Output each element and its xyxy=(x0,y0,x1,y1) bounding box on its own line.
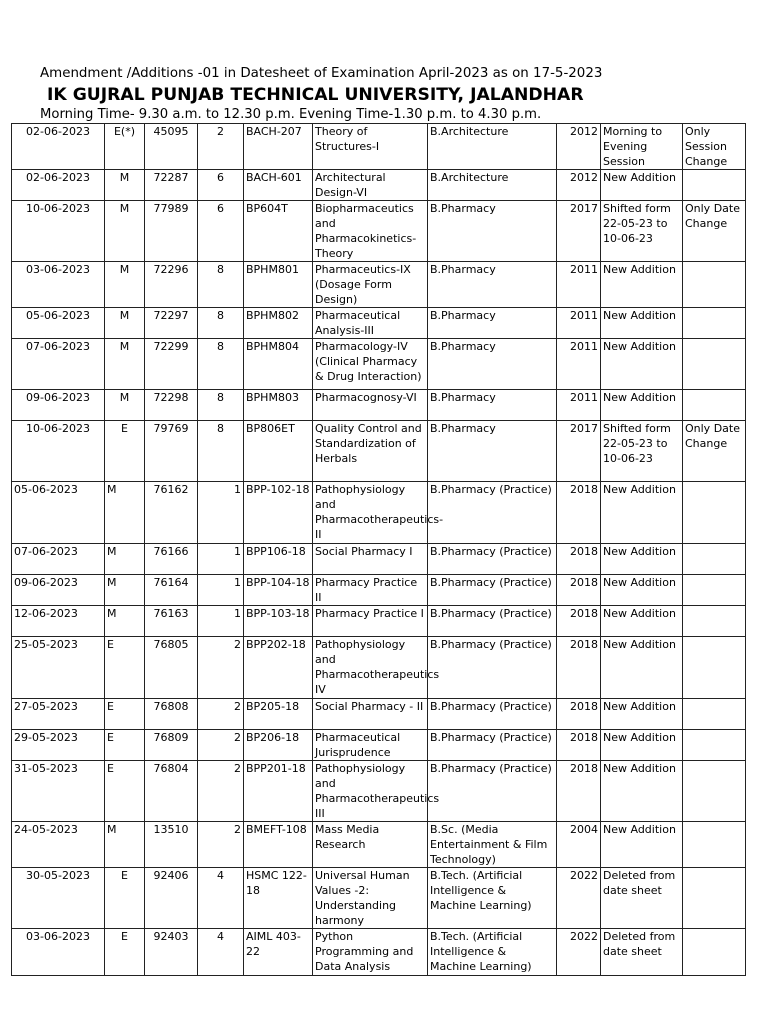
semester-cell: 2 xyxy=(198,124,244,170)
subject-name-cell: Pharmaceutical Jurisprudence xyxy=(313,730,428,761)
paper-id-cell: 79769 xyxy=(145,421,198,482)
status-cell: Morning to Evening Session xyxy=(601,124,683,170)
status-cell: New Addition xyxy=(601,482,683,544)
semester-cell: 4 xyxy=(198,929,244,976)
session-cell: E xyxy=(105,699,145,730)
remarks-cell xyxy=(683,339,746,390)
subject-name-cell: Quality Control and Standardization of Herbals xyxy=(313,421,428,482)
status-cell: New Addition xyxy=(601,308,683,339)
course-cell: B.Pharmacy (Practice) xyxy=(428,699,557,730)
session-cell: E xyxy=(105,730,145,761)
table-row xyxy=(12,637,746,699)
paper-id-cell: 72299 xyxy=(145,339,198,390)
table-row xyxy=(12,544,746,575)
subject-name-cell: Social Pharmacy - II xyxy=(313,699,428,730)
session-cell: M xyxy=(105,308,145,339)
paper-id-cell: 77989 xyxy=(145,201,198,262)
session-cell: E xyxy=(105,421,145,482)
table-row xyxy=(12,339,746,390)
batch-cell: 2018 xyxy=(557,606,601,637)
subject-name-cell: Pharmaceutical Analysis-III xyxy=(313,308,428,339)
date-cell: 09-06-2023 xyxy=(12,575,105,606)
batch-cell: 2017 xyxy=(557,201,601,262)
semester-cell: 1 xyxy=(198,482,244,544)
batch-cell: 2018 xyxy=(557,544,601,575)
subject-code-cell: BPP-104-18 xyxy=(244,575,313,606)
table-row xyxy=(12,699,746,730)
table-row xyxy=(12,575,746,606)
date-cell: 09-06-2023 xyxy=(12,390,105,421)
remarks-cell xyxy=(683,262,746,308)
session-cell: E xyxy=(105,761,145,822)
paper-id-cell: 92406 xyxy=(145,868,198,929)
subject-code-cell: BP604T xyxy=(244,201,313,262)
status-cell: Deleted from date sheet xyxy=(601,868,683,929)
subject-code-cell: BPP-102-18 xyxy=(244,482,313,544)
session-cell: M xyxy=(105,390,145,421)
subject-name-cell: Mass Media Research xyxy=(313,822,428,868)
course-cell: B.Pharmacy (Practice) xyxy=(428,482,557,544)
session-cell: M xyxy=(105,339,145,390)
paper-id-cell: 72296 xyxy=(145,262,198,308)
date-cell: 03-06-2023 xyxy=(12,262,105,308)
subject-code-cell: BPP-103-18 xyxy=(244,606,313,637)
semester-cell: 2 xyxy=(198,822,244,868)
paper-id-cell: 72297 xyxy=(145,308,198,339)
status-cell: New Addition xyxy=(601,575,683,606)
semester-cell: 4 xyxy=(198,868,244,929)
amendment-title: Amendment /Additions -01 in Datesheet of Examination April-2023 as on 17-5-2023 xyxy=(40,66,603,81)
remarks-cell xyxy=(683,170,746,201)
table-row xyxy=(12,170,746,201)
course-cell: B.Pharmacy (Practice) xyxy=(428,544,557,575)
session-cell: E xyxy=(105,929,145,976)
semester-cell: 8 xyxy=(198,390,244,421)
course-cell: B.Pharmacy xyxy=(428,390,557,421)
course-cell: B.Sc. (Media Entertainment & Film Technology) xyxy=(428,822,557,868)
subject-name-cell: Architectural Design-VI xyxy=(313,170,428,201)
subject-name-cell: Biopharmaceutics and Pharmacokinetics-Theory xyxy=(313,201,428,262)
batch-cell: 2011 xyxy=(557,390,601,421)
course-cell: B.Pharmacy (Practice) xyxy=(428,730,557,761)
status-cell: New Addition xyxy=(601,262,683,308)
batch-cell: 2018 xyxy=(557,482,601,544)
subject-name-cell: Social Pharmacy I xyxy=(313,544,428,575)
date-cell: 07-06-2023 xyxy=(12,544,105,575)
paper-id-cell: 92403 xyxy=(145,929,198,976)
batch-cell: 2011 xyxy=(557,262,601,308)
subject-name-cell: Pharmacognosy-VI xyxy=(313,390,428,421)
paper-id-cell: 76166 xyxy=(145,544,198,575)
status-cell: New Addition xyxy=(601,339,683,390)
session-cell: M xyxy=(105,262,145,308)
subject-code-cell: BPHM802 xyxy=(244,308,313,339)
subject-code-cell: BPHM804 xyxy=(244,339,313,390)
paper-id-cell: 76162 xyxy=(145,482,198,544)
subject-name-cell: Pharmacology-IV (Clinical Pharmacy & Drug Interaction) xyxy=(313,339,428,390)
course-cell: B.Pharmacy (Practice) xyxy=(428,637,557,699)
date-cell: 12-06-2023 xyxy=(12,606,105,637)
course-cell: B.Pharmacy xyxy=(428,262,557,308)
table-row xyxy=(12,482,746,544)
status-cell: New Addition xyxy=(601,699,683,730)
subject-code-cell: BPP106-18 xyxy=(244,544,313,575)
remarks-cell xyxy=(683,929,746,976)
paper-id-cell: 72298 xyxy=(145,390,198,421)
paper-id-cell: 72287 xyxy=(145,170,198,201)
paper-id-cell: 76808 xyxy=(145,699,198,730)
date-cell: 05-06-2023 xyxy=(12,482,105,544)
paper-id-cell: 76805 xyxy=(145,637,198,699)
status-cell: Deleted from date sheet xyxy=(601,929,683,976)
subject-code-cell: BP806ET xyxy=(244,421,313,482)
paper-id-cell: 76809 xyxy=(145,730,198,761)
semester-cell: 8 xyxy=(198,262,244,308)
course-cell: B.Pharmacy (Practice) xyxy=(428,575,557,606)
batch-cell: 2018 xyxy=(557,761,601,822)
status-cell: New Addition xyxy=(601,606,683,637)
university-name: IK GUJRAL PUNJAB TECHNICAL UNIVERSITY, JALANDHAR xyxy=(47,85,584,105)
table-row xyxy=(12,421,746,482)
batch-cell: 2011 xyxy=(557,339,601,390)
paper-id-cell: 76163 xyxy=(145,606,198,637)
semester-cell: 2 xyxy=(198,730,244,761)
batch-cell: 2011 xyxy=(557,308,601,339)
session-cell: E xyxy=(105,637,145,699)
remarks-cell xyxy=(683,482,746,544)
datesheet-table xyxy=(11,123,746,976)
semester-cell: 6 xyxy=(198,201,244,262)
table-row xyxy=(12,822,746,868)
batch-cell: 2018 xyxy=(557,637,601,699)
date-cell: 03-06-2023 xyxy=(12,929,105,976)
paper-id-cell: 76804 xyxy=(145,761,198,822)
status-cell: New Addition xyxy=(601,544,683,575)
date-cell: 31-05-2023 xyxy=(12,761,105,822)
date-cell: 05-06-2023 xyxy=(12,308,105,339)
date-cell: 25-05-2023 xyxy=(12,637,105,699)
subject-name-cell: Python Programming and Data Analysis xyxy=(313,929,428,976)
subject-code-cell: BPHM801 xyxy=(244,262,313,308)
course-cell: B.Architecture xyxy=(428,170,557,201)
subject-name-cell: Pharmacy Practice I xyxy=(313,606,428,637)
table-row xyxy=(12,262,746,308)
paper-id-cell: 13510 xyxy=(145,822,198,868)
remarks-cell xyxy=(683,730,746,761)
session-cell: M xyxy=(105,544,145,575)
session-cell: M xyxy=(105,482,145,544)
remarks-cell xyxy=(683,606,746,637)
batch-cell: 2004 xyxy=(557,822,601,868)
course-cell: B.Pharmacy xyxy=(428,201,557,262)
subject-code-cell: BPP201-18 xyxy=(244,761,313,822)
exam-timings: Morning Time- 9.30 a.m. to 12.30 p.m. Evening Time-1.30 p.m. to 4.30 p.m. xyxy=(40,107,542,122)
course-cell: B.Tech. (Artificial Intelligence & Machine Learning) xyxy=(428,868,557,929)
table-row xyxy=(12,124,746,170)
batch-cell: 2012 xyxy=(557,170,601,201)
subject-name-cell: Pharmaceutics-IX (Dosage Form Design) xyxy=(313,262,428,308)
batch-cell: 2022 xyxy=(557,868,601,929)
status-cell: Shifted form 22-05-23 to 10-06-23 xyxy=(601,421,683,482)
subject-name-cell: Universal Human Values -2: Understanding harmony xyxy=(313,868,428,929)
course-cell: B.Pharmacy (Practice) xyxy=(428,761,557,822)
status-cell: New Addition xyxy=(601,730,683,761)
remarks-cell xyxy=(683,637,746,699)
subject-code-cell: BPP202-18 xyxy=(244,637,313,699)
subject-code-cell: BACH-601 xyxy=(244,170,313,201)
status-cell: New Addition xyxy=(601,390,683,421)
status-cell: New Addition xyxy=(601,761,683,822)
subject-code-cell: BPHM803 xyxy=(244,390,313,421)
table-row xyxy=(12,761,746,822)
remarks-cell xyxy=(683,308,746,339)
table-row xyxy=(12,390,746,421)
semester-cell: 1 xyxy=(198,575,244,606)
course-cell: B.Pharmacy xyxy=(428,308,557,339)
table-row xyxy=(12,201,746,262)
subject-code-cell: BMEFT-108 xyxy=(244,822,313,868)
batch-cell: 2018 xyxy=(557,699,601,730)
date-cell: 02-06-2023 xyxy=(12,170,105,201)
subject-name-cell: Pathophysiology and Pharmacotherapeutics IV xyxy=(313,637,428,699)
paper-id-cell: 76164 xyxy=(145,575,198,606)
course-cell: B.Pharmacy xyxy=(428,339,557,390)
batch-cell: 2017 xyxy=(557,421,601,482)
semester-cell: 8 xyxy=(198,308,244,339)
batch-cell: 2012 xyxy=(557,124,601,170)
remarks-cell: Only Date Change xyxy=(683,421,746,482)
batch-cell: 2018 xyxy=(557,730,601,761)
semester-cell: 2 xyxy=(198,637,244,699)
subject-code-cell: BP206-18 xyxy=(244,730,313,761)
course-cell: B.Pharmacy xyxy=(428,421,557,482)
course-cell: B.Pharmacy (Practice) xyxy=(428,606,557,637)
remarks-cell xyxy=(683,699,746,730)
subject-name-cell: Pharmacy Practice II xyxy=(313,575,428,606)
course-cell: B.Tech. (Artificial Intelligence & Machine Learning) xyxy=(428,929,557,976)
session-cell: M xyxy=(105,201,145,262)
remarks-cell xyxy=(683,822,746,868)
remarks-cell xyxy=(683,575,746,606)
status-cell: New Addition xyxy=(601,822,683,868)
paper-id-cell: 45095 xyxy=(145,124,198,170)
remarks-cell: Only Date Change xyxy=(683,201,746,262)
remarks-cell xyxy=(683,390,746,421)
status-cell: New Addition xyxy=(601,170,683,201)
date-cell: 07-06-2023 xyxy=(12,339,105,390)
semester-cell: 8 xyxy=(198,421,244,482)
remarks-cell xyxy=(683,761,746,822)
batch-cell: 2018 xyxy=(557,575,601,606)
subject-code-cell: BP205-18 xyxy=(244,699,313,730)
status-cell: New Addition xyxy=(601,637,683,699)
subject-code-cell: AIML 403-22 xyxy=(244,929,313,976)
date-cell: 29-05-2023 xyxy=(12,730,105,761)
semester-cell: 1 xyxy=(198,544,244,575)
subject-code-cell: BACH-207 xyxy=(244,124,313,170)
table-row xyxy=(12,606,746,637)
date-cell: 27-05-2023 xyxy=(12,699,105,730)
date-cell: 10-06-2023 xyxy=(12,421,105,482)
semester-cell: 1 xyxy=(198,606,244,637)
date-cell: 30-05-2023 xyxy=(12,868,105,929)
date-cell: 02-06-2023 xyxy=(12,124,105,170)
batch-cell: 2022 xyxy=(557,929,601,976)
table-row xyxy=(12,730,746,761)
table-row xyxy=(12,308,746,339)
status-cell: Shifted form 22-05-23 to 10-06-23 xyxy=(601,201,683,262)
subject-name-cell: Pathophysiology and Pharmacotherapeutics III xyxy=(313,761,428,822)
table-row xyxy=(12,929,746,976)
remarks-cell xyxy=(683,544,746,575)
subject-code-cell: HSMC 122-18 xyxy=(244,868,313,929)
session-cell: M xyxy=(105,575,145,606)
semester-cell: 2 xyxy=(198,761,244,822)
session-cell: E xyxy=(105,868,145,929)
subject-name-cell: Pathophysiology and Pharmacotherapeutics-II xyxy=(313,482,428,544)
session-cell: E(*) xyxy=(105,124,145,170)
semester-cell: 8 xyxy=(198,339,244,390)
subject-name-cell: Theory of Structures-I xyxy=(313,124,428,170)
session-cell: M xyxy=(105,606,145,637)
session-cell: M xyxy=(105,822,145,868)
date-cell: 24-05-2023 xyxy=(12,822,105,868)
course-cell: B.Architecture xyxy=(428,124,557,170)
remarks-cell xyxy=(683,868,746,929)
semester-cell: 6 xyxy=(198,170,244,201)
remarks-cell: Only Session Change xyxy=(683,124,746,170)
date-cell: 10-06-2023 xyxy=(12,201,105,262)
table-row xyxy=(12,868,746,929)
semester-cell: 2 xyxy=(198,699,244,730)
session-cell: M xyxy=(105,170,145,201)
